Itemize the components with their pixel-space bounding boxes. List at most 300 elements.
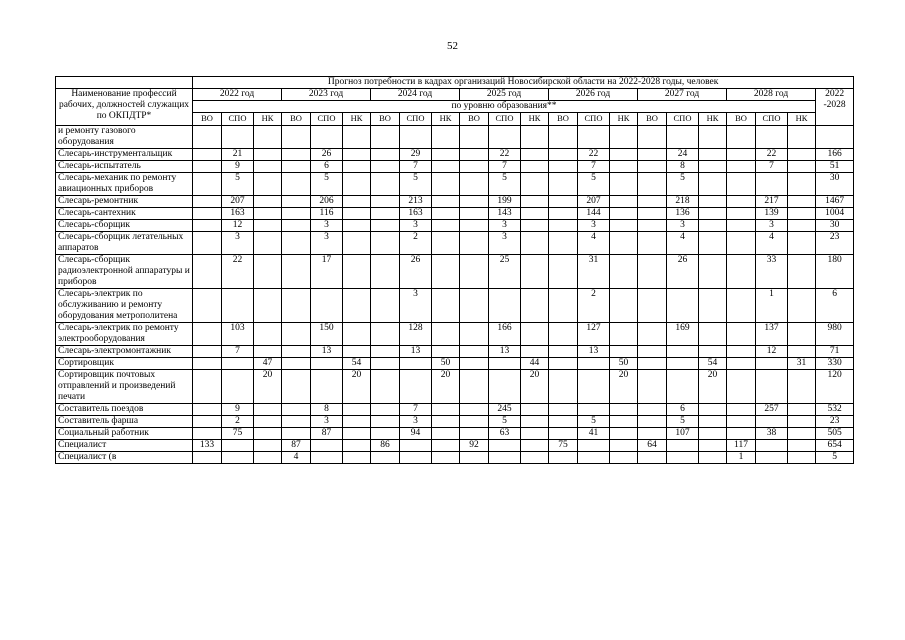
row-value-cell [311, 289, 343, 323]
row-value-cell [371, 161, 400, 173]
row-value-cell [727, 346, 756, 358]
row-value-cell: 257 [756, 404, 788, 416]
row-value-cell [343, 149, 371, 161]
table-row [56, 208, 854, 220]
row-value-cell: 20 [521, 370, 549, 404]
header-edu-level: по уровню образования** [193, 101, 816, 113]
row-value-cell [699, 161, 727, 173]
row-value-cell: 3 [400, 220, 432, 232]
row-total-cell: 330 [816, 358, 854, 370]
row-value-cell [699, 220, 727, 232]
row-value-cell [549, 149, 578, 161]
row-value-cell: 1 [756, 289, 788, 323]
row-value-cell [193, 428, 222, 440]
row-value-cell [699, 289, 727, 323]
row-value-cell [432, 323, 460, 346]
row-value-cell: 13 [311, 346, 343, 358]
row-value-cell: 20 [610, 370, 638, 404]
row-total-cell: 1004 [816, 208, 854, 220]
row-total-cell: 532 [816, 404, 854, 416]
row-value-cell [460, 161, 489, 173]
row-value-cell: 75 [549, 440, 578, 452]
row-value-cell [432, 255, 460, 289]
row-total-cell: 30 [816, 220, 854, 232]
row-value-cell [311, 440, 343, 452]
row-value-cell [699, 346, 727, 358]
row-value-cell [343, 440, 371, 452]
row-value-cell [432, 208, 460, 220]
row-value-cell: 103 [222, 323, 254, 346]
row-value-cell [432, 440, 460, 452]
row-value-cell [549, 173, 578, 196]
header-main-title: Прогноз потребности в кадрах организаций Новосибирской области на 2022-2028 годы, человек [193, 77, 854, 89]
row-value-cell: 87 [282, 440, 311, 452]
header-year-4: 2026 год [549, 89, 638, 101]
row-value-cell [788, 323, 816, 346]
row-value-cell: 5 [222, 173, 254, 196]
row-value-cell: 24 [667, 149, 699, 161]
row-value-cell [521, 208, 549, 220]
row-value-cell [699, 404, 727, 416]
row-value-cell: 206 [311, 196, 343, 208]
row-value-cell [638, 404, 667, 416]
row-name: Слесарь-сборщик [56, 220, 193, 232]
row-value-cell: 217 [756, 196, 788, 208]
row-name: Слесарь-сборщик радиоэлектронной аппаратуры и приборов [56, 255, 193, 289]
row-value-cell [727, 196, 756, 208]
row-value-cell [638, 370, 667, 404]
row-value-cell [254, 232, 282, 255]
row-value-cell [521, 255, 549, 289]
row-value-cell [460, 208, 489, 220]
table-row [56, 428, 854, 440]
row-value-cell [371, 370, 400, 404]
row-value-cell [432, 126, 460, 149]
row-value-cell [193, 196, 222, 208]
row-value-cell [549, 289, 578, 323]
row-value-cell [254, 404, 282, 416]
row-value-cell: 20 [254, 370, 282, 404]
row-value-cell [638, 173, 667, 196]
row-value-cell [343, 196, 371, 208]
row-value-cell [610, 220, 638, 232]
row-value-cell: 3 [311, 416, 343, 428]
row-value-cell: 207 [222, 196, 254, 208]
row-value-cell: 7 [400, 404, 432, 416]
row-value-cell: 4 [756, 232, 788, 255]
header-level-4-0: ВО [549, 113, 578, 126]
row-value-cell: 7 [578, 161, 610, 173]
row-value-cell [460, 196, 489, 208]
row-value-cell: 86 [371, 440, 400, 452]
row-value-cell [667, 289, 699, 323]
table-row [56, 161, 854, 173]
row-name: Сортировщик почтовых отправлений и произведений печати [56, 370, 193, 404]
row-value-cell [727, 208, 756, 220]
header-row-title [56, 77, 854, 89]
row-value-cell: 31 [788, 358, 816, 370]
row-value-cell [282, 173, 311, 196]
table-row [56, 196, 854, 208]
header-level-3-0: ВО [460, 113, 489, 126]
row-value-cell [193, 161, 222, 173]
row-name: и ремонту газового оборудования [56, 126, 193, 149]
row-value-cell [610, 416, 638, 428]
row-value-cell: 169 [667, 323, 699, 346]
row-value-cell [282, 126, 311, 149]
header-level-3-1: СПО [489, 113, 521, 126]
header-total-col: 2022 -2028 [816, 89, 854, 126]
row-value-cell: 3 [311, 232, 343, 255]
header-level-6-2: НК [788, 113, 816, 126]
row-value-cell [788, 289, 816, 323]
row-name: Слесарь-сантехник [56, 208, 193, 220]
header-year-3: 2025 год [460, 89, 549, 101]
row-value-cell [193, 346, 222, 358]
row-value-cell [638, 220, 667, 232]
row-value-cell [311, 370, 343, 404]
row-value-cell [638, 196, 667, 208]
row-value-cell [282, 161, 311, 173]
row-value-cell [343, 346, 371, 358]
row-value-cell: 50 [432, 358, 460, 370]
row-value-cell [371, 232, 400, 255]
row-value-cell [638, 452, 667, 464]
row-value-cell [460, 173, 489, 196]
row-value-cell [371, 289, 400, 323]
row-value-cell [460, 358, 489, 370]
table-row [56, 346, 854, 358]
row-value-cell [788, 220, 816, 232]
row-value-cell [610, 232, 638, 255]
row-value-cell [193, 149, 222, 161]
row-value-cell: 21 [222, 149, 254, 161]
row-value-cell: 22 [756, 149, 788, 161]
row-value-cell [254, 208, 282, 220]
table-row [56, 289, 854, 323]
row-value-cell [699, 255, 727, 289]
row-value-cell: 44 [521, 358, 549, 370]
row-value-cell: 4 [282, 452, 311, 464]
row-name: Специалист (в [56, 452, 193, 464]
row-value-cell [371, 346, 400, 358]
row-value-cell [549, 196, 578, 208]
row-value-cell [667, 358, 699, 370]
row-value-cell [222, 452, 254, 464]
row-value-cell: 144 [578, 208, 610, 220]
row-value-cell [610, 346, 638, 358]
row-value-cell [311, 358, 343, 370]
row-value-cell [460, 255, 489, 289]
header-level-0-2: НК [254, 113, 282, 126]
header-level-6-0: ВО [727, 113, 756, 126]
row-value-cell [460, 428, 489, 440]
table-row [56, 255, 854, 289]
row-value-cell [254, 428, 282, 440]
row-value-cell [400, 370, 432, 404]
row-value-cell [667, 370, 699, 404]
row-value-cell [282, 255, 311, 289]
row-value-cell [193, 370, 222, 404]
row-value-cell: 5 [400, 173, 432, 196]
row-value-cell: 92 [460, 440, 489, 452]
row-value-cell [460, 232, 489, 255]
row-value-cell [788, 440, 816, 452]
row-value-cell: 127 [578, 323, 610, 346]
row-value-cell: 2 [222, 416, 254, 428]
row-value-cell: 17 [311, 255, 343, 289]
row-value-cell [193, 452, 222, 464]
row-value-cell [193, 289, 222, 323]
row-value-cell [460, 126, 489, 149]
row-value-cell [489, 452, 521, 464]
row-value-cell [756, 440, 788, 452]
header-level-5-1: СПО [667, 113, 699, 126]
row-value-cell: 6 [311, 161, 343, 173]
row-value-cell [699, 208, 727, 220]
row-value-cell: 7 [400, 161, 432, 173]
row-value-cell [282, 208, 311, 220]
row-value-cell: 7 [222, 346, 254, 358]
row-value-cell [254, 289, 282, 323]
row-value-cell [343, 452, 371, 464]
row-value-cell [282, 370, 311, 404]
row-value-cell: 75 [222, 428, 254, 440]
row-value-cell [727, 255, 756, 289]
row-value-cell [371, 416, 400, 428]
row-value-cell [610, 161, 638, 173]
row-value-cell [432, 416, 460, 428]
row-value-cell [343, 161, 371, 173]
row-value-cell [371, 452, 400, 464]
row-value-cell: 5 [489, 416, 521, 428]
row-value-cell [699, 323, 727, 346]
row-value-cell [521, 232, 549, 255]
row-value-cell [521, 289, 549, 323]
row-value-cell [254, 346, 282, 358]
row-value-cell [610, 404, 638, 416]
row-value-cell: 207 [578, 196, 610, 208]
row-value-cell [610, 255, 638, 289]
row-name: Слесарь-электромонтажник [56, 346, 193, 358]
row-value-cell [460, 323, 489, 346]
row-value-cell [788, 255, 816, 289]
row-value-cell [521, 126, 549, 149]
row-value-cell [549, 220, 578, 232]
header-year-6: 2028 год [727, 89, 816, 101]
row-value-cell [788, 416, 816, 428]
row-value-cell [549, 370, 578, 404]
row-value-cell [578, 404, 610, 416]
row-value-cell [667, 452, 699, 464]
row-value-cell: 8 [667, 161, 699, 173]
row-value-cell [460, 149, 489, 161]
row-name: Слесарь-электрик по ремонту электрооборудования [56, 323, 193, 346]
row-value-cell [727, 173, 756, 196]
row-total-cell: 505 [816, 428, 854, 440]
row-value-cell: 116 [311, 208, 343, 220]
header-level-0-0: ВО [193, 113, 222, 126]
row-value-cell [282, 232, 311, 255]
row-value-cell [254, 323, 282, 346]
row-value-cell: 20 [432, 370, 460, 404]
row-value-cell [193, 323, 222, 346]
row-value-cell [222, 358, 254, 370]
row-name: Слесарь-инструментальщик [56, 149, 193, 161]
row-value-cell: 25 [489, 255, 521, 289]
row-total-cell: 1467 [816, 196, 854, 208]
row-value-cell: 3 [222, 232, 254, 255]
row-value-cell [638, 255, 667, 289]
row-value-cell [610, 173, 638, 196]
row-value-cell [610, 126, 638, 149]
row-name: Слесарь-электрик по обслуживанию и ремонту оборудования метрополитена [56, 289, 193, 323]
row-value-cell [222, 370, 254, 404]
row-value-cell [549, 161, 578, 173]
row-value-cell [521, 173, 549, 196]
row-value-cell [699, 452, 727, 464]
table-row [56, 452, 854, 464]
row-name: Составитель поездов [56, 404, 193, 416]
row-value-cell: 137 [756, 323, 788, 346]
row-value-cell [371, 255, 400, 289]
row-value-cell [578, 358, 610, 370]
row-value-cell [699, 149, 727, 161]
row-value-cell [343, 232, 371, 255]
row-value-cell [371, 323, 400, 346]
row-value-cell: 3 [400, 416, 432, 428]
row-value-cell: 2 [578, 289, 610, 323]
row-value-cell [727, 232, 756, 255]
row-value-cell [343, 126, 371, 149]
row-value-cell [371, 220, 400, 232]
row-value-cell [638, 232, 667, 255]
table-row [56, 149, 854, 161]
row-value-cell [788, 196, 816, 208]
row-value-cell [282, 428, 311, 440]
row-value-cell: 13 [489, 346, 521, 358]
row-value-cell: 5 [667, 416, 699, 428]
row-value-cell [638, 358, 667, 370]
row-value-cell [727, 220, 756, 232]
row-value-cell [193, 126, 222, 149]
header-row-years [56, 89, 854, 101]
row-value-cell [521, 428, 549, 440]
row-value-cell [432, 346, 460, 358]
row-value-cell: 3 [311, 220, 343, 232]
header-level-4-1: СПО [578, 113, 610, 126]
row-value-cell: 7 [489, 161, 521, 173]
row-value-cell [549, 358, 578, 370]
row-value-cell [460, 452, 489, 464]
row-value-cell [699, 196, 727, 208]
row-name: Слесарь-испытатель [56, 161, 193, 173]
header-level-5-0: ВО [638, 113, 667, 126]
row-value-cell [311, 126, 343, 149]
row-value-cell: 13 [578, 346, 610, 358]
row-value-cell [667, 346, 699, 358]
row-value-cell [521, 440, 549, 452]
row-value-cell [549, 416, 578, 428]
header-level-4-2: НК [610, 113, 638, 126]
row-value-cell [400, 126, 432, 149]
row-value-cell [432, 220, 460, 232]
row-value-cell [756, 416, 788, 428]
row-value-cell [699, 440, 727, 452]
row-value-cell [282, 346, 311, 358]
row-value-cell [788, 173, 816, 196]
table-row [56, 358, 854, 370]
row-value-cell: 13 [400, 346, 432, 358]
row-value-cell [254, 161, 282, 173]
row-value-cell [788, 404, 816, 416]
row-value-cell [727, 370, 756, 404]
row-value-cell [727, 161, 756, 173]
row-value-cell [282, 220, 311, 232]
header-level-1-0: ВО [282, 113, 311, 126]
row-value-cell [610, 323, 638, 346]
row-value-cell [521, 161, 549, 173]
row-value-cell [371, 358, 400, 370]
row-value-cell [489, 289, 521, 323]
row-value-cell [756, 173, 788, 196]
row-value-cell [460, 404, 489, 416]
row-value-cell [638, 346, 667, 358]
row-total-cell: 654 [816, 440, 854, 452]
row-value-cell [254, 173, 282, 196]
row-value-cell: 166 [489, 323, 521, 346]
row-value-cell: 139 [756, 208, 788, 220]
row-total-cell: 180 [816, 255, 854, 289]
row-value-cell [193, 220, 222, 232]
row-value-cell [578, 440, 610, 452]
row-value-cell [638, 323, 667, 346]
row-value-cell [343, 404, 371, 416]
table-row [56, 323, 854, 346]
header-level-1-2: НК [343, 113, 371, 126]
row-name: Слесарь-ремонтник [56, 196, 193, 208]
row-value-cell: 38 [756, 428, 788, 440]
row-value-cell [254, 440, 282, 452]
row-value-cell [521, 196, 549, 208]
row-value-cell [343, 416, 371, 428]
page-number: 52 [447, 40, 458, 52]
row-value-cell [699, 173, 727, 196]
row-value-cell [578, 126, 610, 149]
row-value-cell: 8 [311, 404, 343, 416]
row-total-cell: 30 [816, 173, 854, 196]
row-value-cell [460, 416, 489, 428]
row-value-cell [578, 370, 610, 404]
row-value-cell: 9 [222, 404, 254, 416]
row-value-cell: 199 [489, 196, 521, 208]
row-value-cell: 12 [222, 220, 254, 232]
row-value-cell [521, 323, 549, 346]
row-value-cell [282, 416, 311, 428]
row-value-cell: 6 [667, 404, 699, 416]
row-value-cell [549, 323, 578, 346]
row-value-cell: 5 [489, 173, 521, 196]
row-value-cell [371, 196, 400, 208]
row-value-cell [193, 358, 222, 370]
row-value-cell [489, 440, 521, 452]
row-value-cell: 3 [400, 289, 432, 323]
row-value-cell [371, 173, 400, 196]
row-value-cell: 87 [311, 428, 343, 440]
row-value-cell [343, 173, 371, 196]
row-value-cell [549, 255, 578, 289]
row-value-cell [756, 358, 788, 370]
